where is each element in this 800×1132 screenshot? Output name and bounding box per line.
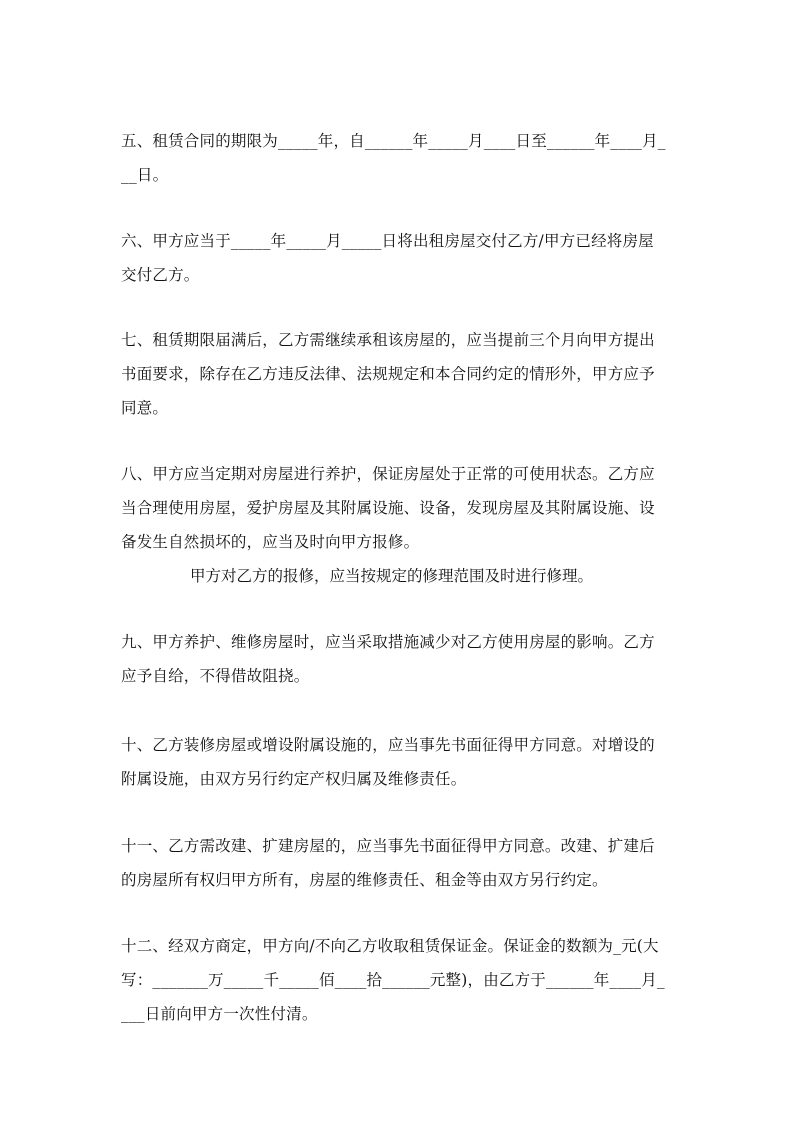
clause-six — [121, 224, 691, 292]
clause-eight-line-3: 备发生自然损坏的，应当及时向甲方报修。 — [121, 533, 420, 551]
clause-five-line-1: 五、租赁合同的期限为_____年，自______年_____月____日至______年____月_ — [121, 132, 666, 150]
clause-seven — [121, 323, 691, 425]
clause-five-line-2: __日。 — [121, 166, 169, 184]
clause-twelve — [121, 929, 691, 1031]
clause-nine-line-2: 应予自给，不得借故阻挠。 — [121, 667, 310, 685]
clause-seven-line-3: 同意。 — [121, 399, 169, 417]
clause-nine-line-1: 九、甲方养护、维修房屋时，应当采取措施减少对乙方使用房屋的影响。乙方 — [121, 633, 655, 651]
clause-twelve-line-2: 写：_______万_____千_____佰____拾______元整)，由乙方于______年____月_ — [121, 971, 665, 989]
clause-five — [121, 124, 691, 192]
clause-seven-line-2: 书面要求，除存在乙方违反法律、法规规定和本合同约定的情形外，甲方应予 — [121, 365, 655, 383]
clause-ten-line-1: 十、乙方装修房屋或增设附属设施的，应当事先书面征得甲方同意。对增设的 — [121, 736, 655, 754]
clause-eleven-line-1: 十一、乙方需改建、扩建房屋的，应当事先书面征得甲方同意。改建、扩建后 — [121, 837, 655, 855]
clause-eleven — [121, 829, 691, 897]
clause-nine — [121, 625, 691, 693]
clause-twelve-line-3: ___日前向甲方一次性付清。 — [121, 1005, 318, 1023]
clause-eight-indented-line: 甲方对乙方的报修，应当按规定的修理范围及时进行修理。 — [190, 567, 594, 585]
clause-ten-line-2: 附属设施，由双方另行约定产权归属及维修责任。 — [121, 770, 467, 788]
clause-six-line-2: 交付乙方。 — [121, 266, 200, 284]
clause-eight-line-2: 当合理使用房屋，爱护房屋及其附属设施、设备，发现房屋及其附属设施、设 — [121, 499, 655, 517]
clause-seven-line-1: 七、租赁期限届满后，乙方需继续承租该房屋的，应当提前三个月向甲方提出 — [121, 331, 655, 349]
clause-eight-line-1: 八、甲方应当定期对房屋进行养护，保证房屋处于正常的可使用状态。乙方应 — [121, 465, 655, 483]
clause-eight — [121, 457, 691, 559]
clause-twelve-line-1: 十二、经双方商定，甲方向/不向乙方收取租赁保证金。保证金的数额为_元(大 — [121, 937, 659, 955]
clause-six-line-1: 六、甲方应当于_____年_____月_____日将出租房屋交付乙方/甲方已经将房屋 — [121, 232, 654, 250]
clause-ten — [121, 728, 691, 796]
clause-eleven-line-2: 的房屋所有权归甲方所有，房屋的维修责任、租金等由双方另行约定。 — [121, 871, 608, 889]
